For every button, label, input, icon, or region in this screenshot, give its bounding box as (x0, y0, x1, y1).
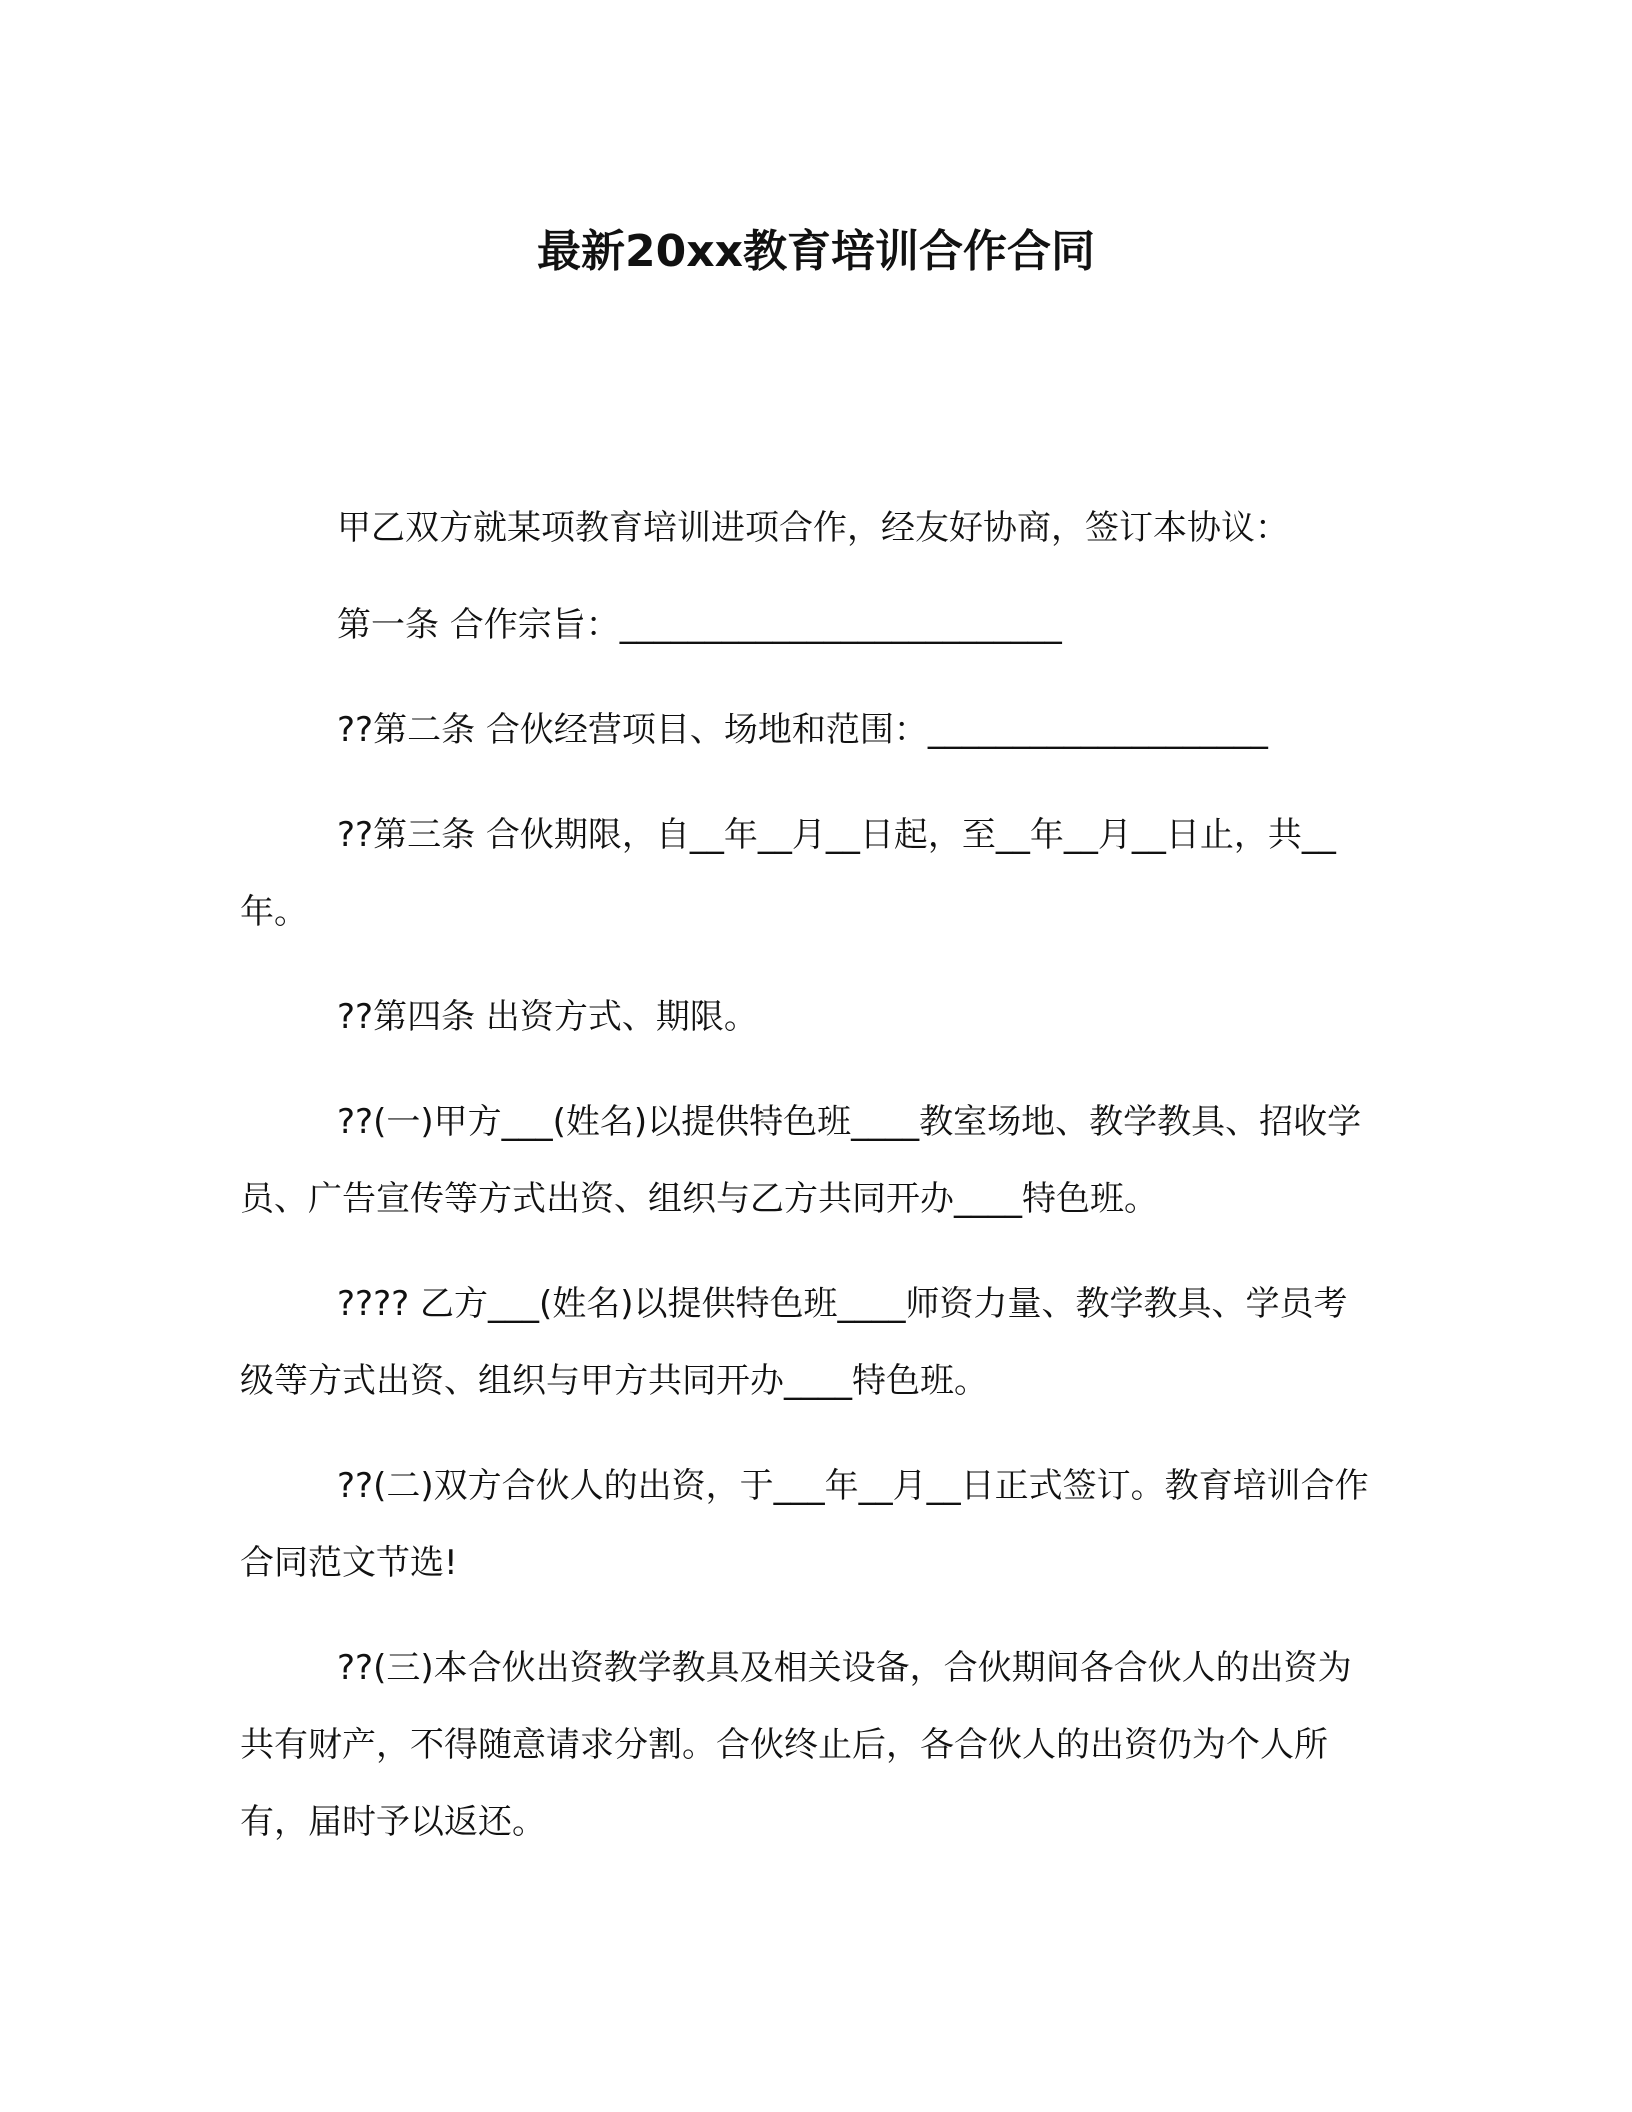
article-1-paragraph: 第一条 合作宗旨：__________________________ (337, 605, 1062, 645)
article-2-paragraph: ??第二条 合伙经营项目、场地和范围：____________________ (337, 710, 1268, 750)
document-title: 最新20xx教育培训合作合同 (537, 226, 1095, 277)
document-body (240, 490, 1370, 1889)
intro-paragraph: 甲乙双方就某项教育培训进项合作，经友好协商，签订本协议： (337, 508, 1289, 548)
article-4-item-2-paragraph: ??(二)双方合伙人的出资，于___年__月__日正式签订。教育培训合作合同范文节选! (240, 1466, 1369, 1583)
article-4-item-1-paragraph: ??(一)甲方___(姓名)以提供特色班____教室场地、教学教具、招收学员、广告宣传等方式出资、组织与乙方共同开办____特色班。 (240, 1102, 1362, 1219)
article-3-paragraph: ??第三条 合伙期限，自__年__月__日起，至__年__月__日止，共__年。 (240, 815, 1336, 932)
article-4-paragraph: ??第四条 出资方式、期限。 (337, 997, 758, 1037)
article-4-item-3-paragraph: ??(三)本合伙出资教学教具及相关设备，合伙期间各合伙人的出资为共有财产，不得随意请求分割。合伙终止后，各合伙人的出资仍为个人所有，届时予以返还。 (240, 1648, 1352, 1842)
article-4-party-b-paragraph: ???? 乙方___(姓名)以提供特色班____师资力量、教学教具、学员考级等方式出资、组织与甲方共同开办____特色班。 (240, 1284, 1348, 1401)
